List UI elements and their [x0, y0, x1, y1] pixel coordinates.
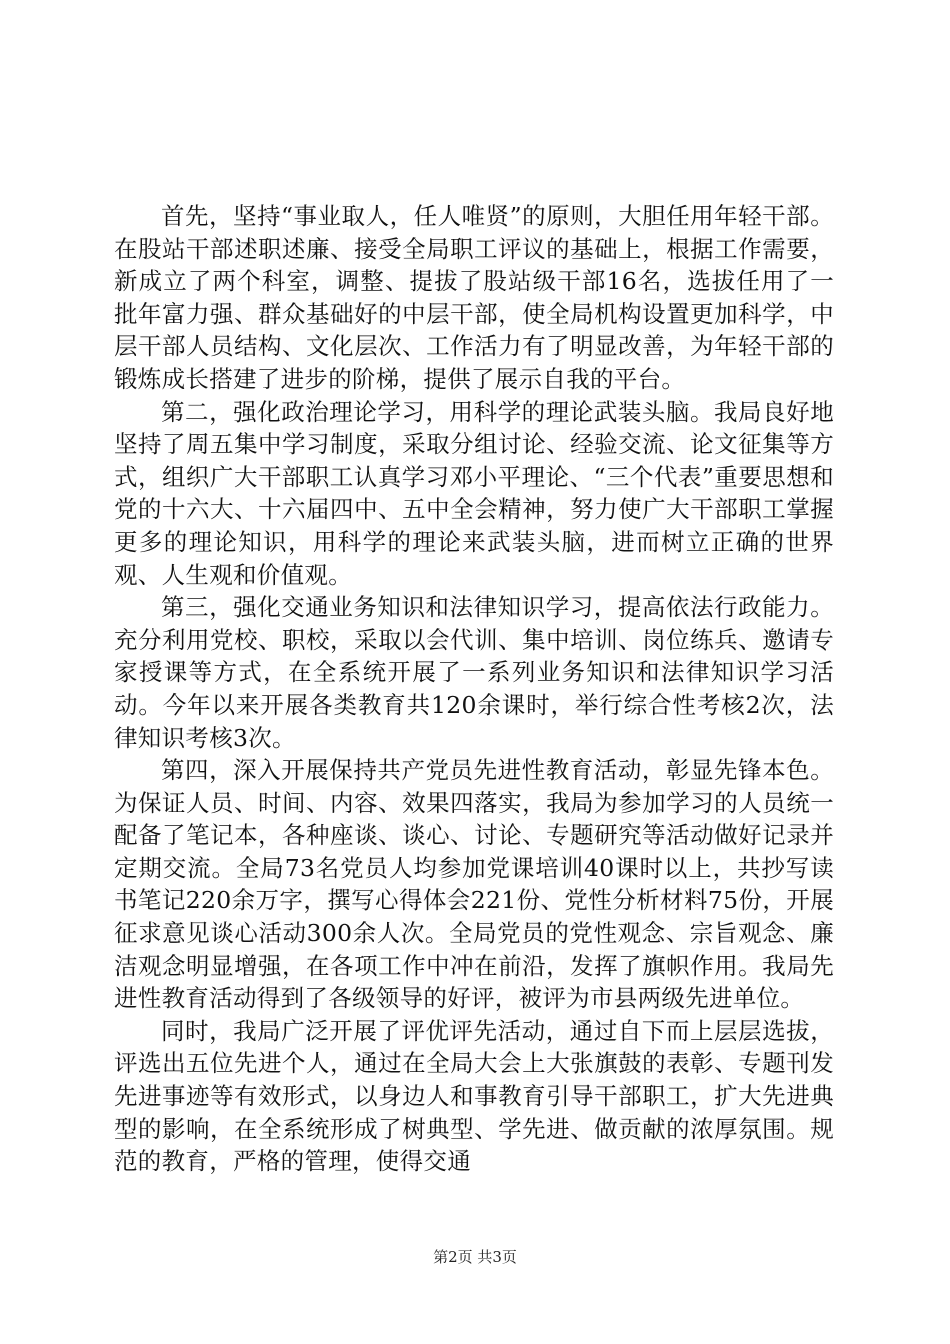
- paragraph-first-young-cadres: 首先，坚持“事业取人，任人唯贤”的原则，大胆任用年轻干部。在股站干部述职述廉、接受全局职工评议的基础上，根据工作需要，新成立了两个科室，调整、提拔了股站级干部16名，选拔任用了一批年富力强、群众基础好的中层干部，使全局机构设置更加科学，中层干部人员结构、文化层次、工作活力有了明显改善，为年轻干部的锻炼成长搭建了进步的阶梯，提供了展示自我的平台。: [114, 202, 834, 393]
- paragraph-second-political-theory: 第二，强化政治理论学习，用科学的理论武装头脑。我局良好地坚持了周五集中学习制度，采取分组讨论、经验交流、论文征集等方式，组织广大干部职工认真学习邓小平理论、“三个代表”重要思想和党的十六大、十六届四中、五中全会精神，努力使广大干部职工掌握更多的理论知识，用科学的理论来武装头脑，进而树立正确的世界观、人生观和价值观。: [114, 397, 834, 589]
- document-body: [114, 200, 834, 1178]
- page-number-footer: 第2页 共3页: [433, 1248, 517, 1266]
- paragraph-fourth-party-education: 第四，深入开展保持共产党员先进性教育活动，彰显先锋本色。为保证人员、时间、内容、效果四落实，我局为参加学习的人员统一配备了笔记本，各种座谈、谈心、讨论、专题研究等活动做好记录并定期交流。全局73名党员人均参加党课培训40课时以上，共抄写读书笔记220余万字，撰写心得体会221份、党性分析材料75份，开展征求意见谈心活动300余人次。全局党员的党性观念、宗旨观念、廉洁观念明显增强，在各项工作中冲在前沿，发挥了旗帜作用。我局先进性教育活动得到了各级领导的好评，被评为市县两级先进单位。: [114, 756, 834, 1013]
- paragraph-third-legal-knowledge: 第三，强化交通业务知识和法律知识学习，提高依法行政能力。充分利用党校、职校，采取以会代训、集中培训、岗位练兵、邀请专家授课等方式，在全系统开展了一系列业务知识和法律知识学习活动。今年以来开展各类教育共120余课时，举行综合性考核2次，法律知识考核3次。: [114, 593, 834, 752]
- paragraph-meanwhile-awards: 同时，我局广泛开展了评优评先活动，通过自下而上层层选拔，评选出五位先进个人，通过在全局大会上大张旗鼓的表彰、专题刊发先进事迹等有效形式，以身边人和事教育引导干部职工，扩大先进典型的影响，在全系统形成了树典型、学先进、做贡献的浓厚氛围。规范的教育，严格的管理，使得交通: [114, 1016, 834, 1176]
